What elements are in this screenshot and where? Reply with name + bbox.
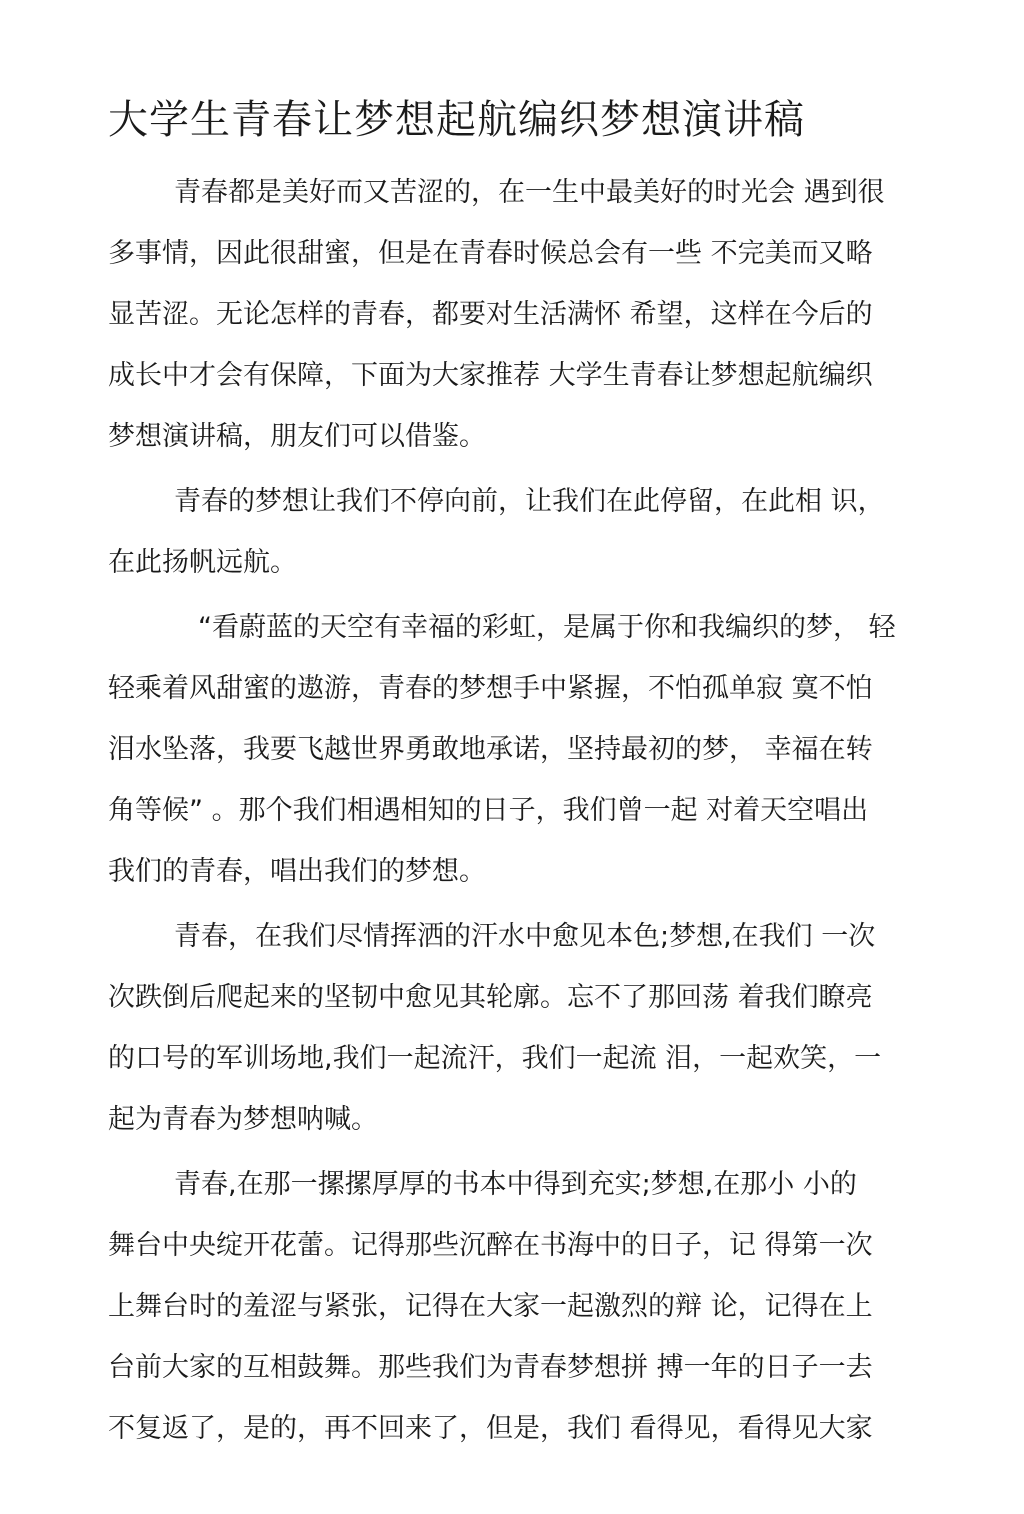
text-line: 起为青春为梦想呐喊。: [108, 1104, 378, 1135]
text-line: 台前大家的互相鼓舞。那些我们为青春梦想拼 搏一年的日子一去: [108, 1352, 873, 1383]
text-line: 显苦涩。无论怎样的青春，都要对生活满怀 希望，这样在今后的: [108, 299, 873, 330]
document-body: [108, 162, 916, 1463]
text-line: 青春，在我们尽情挥洒的汗水中愈见本色;梦想,在我们 一次: [174, 921, 876, 952]
text-line: 角等候” 。那个我们相遇相知的日子，我们曾一起 对着天空唱出: [108, 795, 869, 826]
paragraph-stage: [108, 1154, 916, 1459]
text-line: 轻乘着风甜蜜的遨游，青春的梦想手中紧握，不怕孤单寂 寞不怕: [108, 673, 873, 704]
text-line: 青春,在那一摞摞厚厚的书本中得到充实;梦想,在那小 小的: [174, 1169, 857, 1200]
text-line: 次跌倒后爬起来的坚韧中愈见其轮廓。忘不了那回荡 着我们瞭亮: [108, 982, 873, 1013]
text-line: 上舞台时的羞涩与紧张，记得在大家一起激烈的辩 论，记得在上: [108, 1291, 873, 1322]
paragraph-quote: [108, 597, 916, 902]
paragraph-intro: [108, 162, 916, 467]
text-line: 的口号的军训场地,我们一起流汗，我们一起流 泪，一起欢笑，一: [108, 1043, 882, 1074]
text-line: 不复返了，是的，再不回来了，但是，我们 看得见，看得见大家: [108, 1413, 873, 1444]
text-line: 青春的梦想让我们不停向前，让我们在此停留，在此相 识，: [174, 486, 885, 517]
text-line: 泪水坠落，我要飞越世界勇敢地承诺，坚持最初的梦， 幸福在转: [108, 734, 873, 765]
document-title: 大学生青春让梦想起航编织梦想演讲稿: [108, 97, 805, 143]
text-line: 青春都是美好而又苦涩的，在一生中最美好的时光会 遇到很: [174, 177, 885, 208]
text-line: 我们的青春，唱出我们的梦想。: [108, 856, 486, 887]
text-line: 梦想演讲稿，朋友们可以借鉴。: [108, 421, 486, 452]
paragraph-dream: [108, 471, 916, 593]
paragraph-training: [108, 906, 916, 1150]
text-line: 多事情，因此很甜蜜，但是在青春时候总会有一些 不完美而又略: [108, 238, 873, 269]
text-line: 成长中才会有保障，下面为大家推荐 大学生青春让梦想起航编织: [108, 360, 873, 391]
text-line: 舞台中央绽开花蕾。记得那些沉醉在书海中的日子，记 得第一次: [108, 1230, 873, 1261]
text-line: “看蔚蓝的天空有幸福的彩虹，是属于你和我编织的梦， 轻: [198, 612, 896, 643]
text-line: 在此扬帆远航。: [108, 547, 297, 578]
